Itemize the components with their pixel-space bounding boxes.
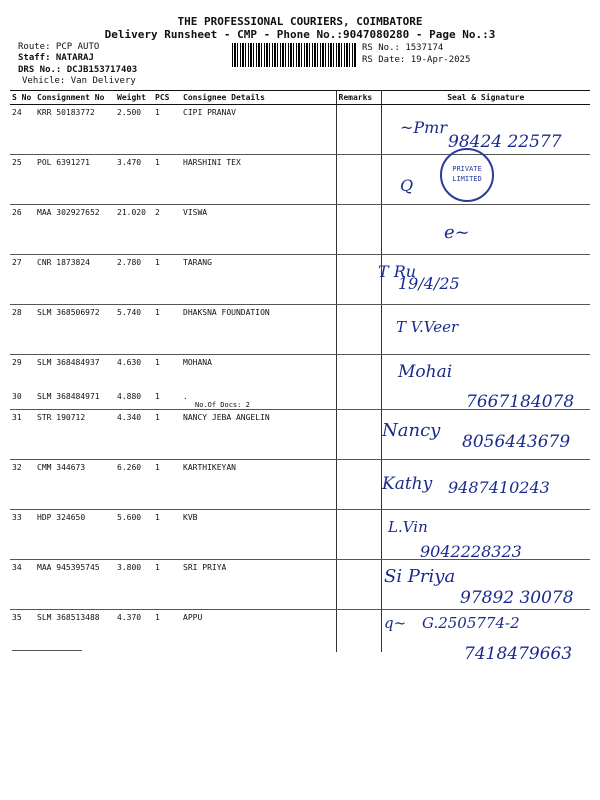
row-remarks: [336, 305, 381, 355]
row-sno: 27: [10, 255, 35, 305]
company-stamp: [440, 148, 494, 202]
signature-33: L.Vin: [388, 518, 428, 536]
row-weight: 2.500: [115, 105, 153, 155]
row-consignee: [181, 389, 336, 410]
row-sno: 35: [12, 613, 22, 622]
row-consignee: VISWA: [181, 205, 336, 255]
handwritten-phone-24: 98424 22577: [448, 132, 562, 152]
handwritten-phone-35: 7418479663: [464, 644, 573, 664]
row-consignee: DHAKSNA FOUNDATION: [181, 305, 336, 355]
table-row: [10, 355, 590, 389]
row-sno: 26: [10, 205, 35, 255]
row-pcs: 1: [153, 155, 181, 205]
signature-32: Kathy: [382, 474, 433, 494]
row-weight: 2.780: [115, 255, 153, 305]
row-consignment: POL 6391271: [35, 155, 115, 205]
row-sno: 24: [10, 105, 35, 155]
row-remarks: [336, 389, 381, 410]
runsheet-table: [10, 90, 590, 652]
row-consignee: HARSHINI TEX: [181, 155, 336, 205]
row-sno: 28: [10, 305, 35, 355]
handwritten-phone-33: 9042228323: [420, 542, 522, 561]
row-weight: 4.880: [115, 389, 153, 410]
route-label: Route: PCP AUTO: [18, 42, 100, 52]
row-sno: 32: [10, 460, 35, 510]
row-consignment: CNR 1873824: [35, 255, 115, 305]
row-seal: [381, 205, 590, 255]
row-sno: 34: [10, 560, 35, 610]
signature-25: Q: [400, 176, 414, 195]
row-remarks: [336, 560, 381, 610]
row-weight: 4.370: [117, 613, 142, 622]
row-consignee: KVB: [181, 510, 336, 560]
col-weight: Weight: [115, 91, 153, 105]
row-consignee: SRI PRIYA: [181, 560, 336, 610]
col-sno: S No: [10, 91, 35, 105]
staff-label: Staff: NATARAJ: [18, 53, 94, 63]
vehicle-label: Vehicle: Van Delivery: [22, 76, 136, 86]
row-consignment: MAA 945395745: [35, 560, 115, 610]
row-remarks: [336, 155, 381, 205]
table-row: [10, 305, 590, 355]
row-pcs: 1: [153, 255, 181, 305]
row-sno: 25: [10, 155, 35, 205]
handwritten-date-27: 19/4/25: [398, 274, 460, 293]
row-remarks: [336, 355, 381, 389]
barcode: [232, 43, 356, 67]
row-pcs: 1: [153, 305, 181, 355]
drs-label: DRS No.: DCJB153717403: [18, 65, 138, 75]
signature-24: ~Pmr: [400, 118, 447, 137]
row-sno: 29: [12, 358, 22, 367]
signature-26: e~: [444, 222, 470, 243]
row-consignee: NANCY JEBA ANGELIN: [181, 410, 336, 460]
signature-31: Nancy: [382, 420, 441, 441]
handwritten-phone-34: 97892 30078: [460, 588, 574, 608]
row-consignment: SLM 368484937: [37, 358, 100, 367]
col-remarks: Remarks: [336, 91, 381, 105]
handwritten-phone-29: 7667184078: [466, 392, 575, 412]
row-consignee-text: .: [183, 391, 188, 401]
row-consignment: SLM 368484971: [35, 389, 115, 410]
row-remarks: [336, 610, 381, 652]
row-consignee: MOHANA: [183, 358, 212, 367]
table-row: [10, 205, 590, 255]
handwritten-note-35: G.2505774-2: [422, 614, 520, 632]
row-consignment: MAA 302927652: [35, 205, 115, 255]
col-seal: Seal & Signature: [381, 91, 590, 105]
table-row: [10, 255, 590, 305]
row-weight: 4.340: [115, 410, 153, 460]
footer-line: [12, 650, 82, 651]
rs-date: RS Date: 19-Apr-2025: [362, 55, 471, 65]
row-weight: 4.630: [117, 358, 142, 367]
row-pcs: 1: [153, 510, 181, 560]
row-consignment: SLM 368506972: [35, 305, 115, 355]
signature-34: Si Priya: [384, 566, 456, 587]
handwritten-phone-32: 9487410243: [448, 478, 550, 497]
signature-27: T Ru: [378, 262, 417, 281]
row-remarks: [336, 255, 381, 305]
col-pcs: PCS: [153, 91, 181, 105]
row-consignee: KARTHIKEYAN: [181, 460, 336, 510]
signature-29: Mohai: [398, 362, 453, 382]
row-weight: 3.470: [115, 155, 153, 205]
row-pcs: 1: [153, 389, 181, 410]
signature-28: T V.Veer: [396, 318, 459, 336]
company-title: THE PROFESSIONAL COURIERS, COIMBATORE: [177, 15, 423, 28]
row-remarks: [336, 205, 381, 255]
row-consignment: SLM 368513488: [37, 613, 100, 622]
row-remarks: [336, 510, 381, 560]
row-weight: 21.020: [115, 205, 153, 255]
row-consignment: STR 190712: [35, 410, 115, 460]
row-weight: 5.600: [115, 510, 153, 560]
row-consignment: CMM 344673: [35, 460, 115, 510]
row-weight: 5.740: [115, 305, 153, 355]
row-sno: 33: [10, 510, 35, 560]
runsheet-subtitle: Delivery Runsheet - CMP - Phone No.:9047080280 - Page No.:3: [104, 28, 496, 41]
row-pcs: 1: [155, 358, 160, 367]
col-consignee: Consignee Details: [181, 91, 336, 105]
rs-number: RS No.: 1537174: [362, 43, 444, 53]
row-weight: 3.800: [115, 560, 153, 610]
row-pcs: 1: [153, 560, 181, 610]
table-row: [10, 155, 590, 205]
row-weight: 6.260: [115, 460, 153, 510]
row-remarks: [336, 410, 381, 460]
row-consignment: KRR 50183772: [35, 105, 115, 155]
row-pcs: 1: [153, 460, 181, 510]
row-remarks: [336, 460, 381, 510]
row-consignment: HDP 324650: [35, 510, 115, 560]
row-remarks: [336, 105, 381, 155]
docs-count: No.Of Docs: 2: [195, 400, 250, 409]
table-header-row: [10, 91, 590, 105]
row-sno: 31: [10, 410, 35, 460]
col-consignment: Consignment No: [35, 91, 115, 105]
row-consignee: TARANG: [181, 255, 336, 305]
handwritten-phone-31: 8056443679: [462, 432, 571, 452]
stamp-text: PRIVATE LIMITED: [452, 165, 482, 183]
row-sno: 30: [10, 389, 35, 410]
row-pcs: 1: [155, 613, 160, 622]
row-pcs: 1: [153, 105, 181, 155]
row-pcs: 2: [153, 205, 181, 255]
row-pcs: 1: [153, 410, 181, 460]
row-consignee: CIPI PRANAV: [181, 105, 336, 155]
row-consignee: APPU: [183, 613, 203, 622]
signature-35: q~: [384, 614, 407, 632]
